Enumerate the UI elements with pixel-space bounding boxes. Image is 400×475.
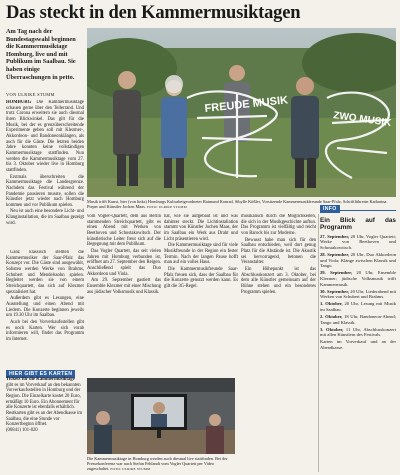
program-date: 27. September, xyxy=(320,233,350,239)
paragraph: Erstmals überschreiten die Kammermusiktage die Landesgrenze. Nachdem das Festival während der Pandemie pausieren musste, sollen die Künstler jetzt wieder nach Homburg kommen und vor Publikum spielen. xyxy=(6,174,84,208)
program-item xyxy=(320,327,396,338)
program-item xyxy=(320,289,396,300)
lead-paragraph: Am Tag nach der Bundestagswahl beginnen die Kammermusiktage Homburg, live und mit Publikum im Saalbau. Sie haben einige Überraschungen in petto. xyxy=(6,28,76,81)
sculpture-lettering-right: ZWO MUSIK xyxy=(332,110,392,130)
program-text: 20 Uhr, Ensemble Klezmer; jüdische Volksmusik trifft Kammermusik. xyxy=(320,270,396,287)
press-conference-photo xyxy=(87,378,235,454)
dateline: HOMBURG xyxy=(6,100,32,105)
program-item xyxy=(320,314,396,325)
program-footer: Karten im Vorverkauf und an der Abendkasse. xyxy=(320,339,396,350)
paragraph: Am 29. September gastiert das Ensemble Klezmer mit einer Mischung aus jüdischer Volksmusik und Klassik. xyxy=(87,278,161,295)
program-text: 18 Uhr, Bandoneon-Abend; Tango und Klassik. xyxy=(320,314,396,325)
paragraph: Die Kammermusiktage sind für viele Musikfreunde in der Region ein fester Termin. Nach der langen Pause hofft man auf ein volles Haus. xyxy=(164,243,238,266)
program-item xyxy=(320,270,396,287)
paragraph: Das Vogler Quartett, das seit vielen Jahren mit Homburg verbunden ist, eröffnet am 27. September den Reigen. Anschließend spielt das Duo Akkordeon und Viola. xyxy=(87,248,161,277)
article-column-3 xyxy=(164,214,238,374)
program-item xyxy=(320,301,396,312)
program-item xyxy=(320,252,396,269)
tickets-box-header: HIER GIBT ES KARTEN xyxy=(6,370,75,378)
program-date: 29. September, xyxy=(320,270,353,276)
program-text: 20 Uhr, Lesung mit Musik im Saalbau. xyxy=(320,301,396,312)
sculpture-lettering-left: FREUDE MUSIK xyxy=(204,94,289,115)
program-text: 11 Uhr, Abschlusskonzert mit allen Künstlern des Festivals. xyxy=(320,326,396,338)
paragraph: Bewusst habe man sich für den Saalbau entschieden, weil dort genug Platz für die Abstände ist. Die Akustik sei hervorragend, betonen die Veranstalter. xyxy=(241,237,316,266)
main-photo-image xyxy=(87,28,396,197)
article-column-1b xyxy=(6,250,84,370)
program-text: 20 Uhr, Vogler Quartett; Werke von Beethoven und Schostakowitsch. xyxy=(320,233,396,250)
paragraph: Außerdem gibt es Lesungen, eine Ausstellung und einen Abend mit Liedern. Die Konzerte beginnen jeweils um 19.30 Uhr im Saalbau. xyxy=(6,296,84,319)
caption-text: Die Kammermusiktage in Homburg werden auch diesmal live stattfinden. Bei der Pressekonferenz war auch Stefan Fehlandt vom Vogler Quartett per Video zugeschaltet. xyxy=(87,456,228,472)
program-date: 28. September, xyxy=(320,252,350,258)
caption-text: Musik trifft Kunst, hier (von links) Homburgs Kulturbeigeordneter Raimund Konrad, Sibylle Kößler, Vorsitzende Kammermusikfreunde Saar-Pfalz, Schriftführerin Katharina Pieper und Künstler Jochen Maas. xyxy=(87,199,387,210)
program-date: 2. Oktober, xyxy=(320,314,343,320)
byline: VON ULRIKE STUMM xyxy=(6,92,55,97)
paragraph: Ganz klassisch stellten die Kammermusiker der Saar-Pfalz das Konzept vor. Die Gäste sind ausgewählt, Solisten werden Werke von Brahms, Schubert und Mendelssohn spielen. Begleitet werden sie von einem Streichquartett, das sich auf Klezmer spezialisiert hat. xyxy=(6,250,84,295)
paragraph xyxy=(6,100,84,174)
info-label: INFO xyxy=(320,205,340,213)
paragraph: Auch bei den Vorverkaufsstellen gibt es noch Karten. Wer sich vorab informieren will, findet das Programm im Internet. xyxy=(6,319,84,342)
press-conference-image xyxy=(87,378,235,454)
program-date: 3. Oktober, xyxy=(320,326,344,332)
program-text: 20 Uhr, Liederabend mit Werken von Schubert und Brahms. xyxy=(320,288,396,300)
paragraph: hat, wie sie aufgebaut ist und was dahinter steckt. Die Lichtinstallation stammt von Künstler Jochen Maas, der im Saalbau ein Werk aus Draht und Licht präsentieren wird. xyxy=(164,214,238,242)
headline: Das steckt in den Kammermusiktagen xyxy=(6,3,301,23)
tickets-infobox xyxy=(6,377,84,434)
column-divider xyxy=(318,214,319,472)
program-text: 20 Uhr, Duo Akkordeon und Viola; Klänge zwischen Klassik und Tango. xyxy=(320,252,396,269)
paragraph: musikalisch durch die Möglichkeiten, die sich in der Musikgeschichte auftun. Das Programm ist vielfältig und reicht von Barock bis zur Moderne. xyxy=(241,214,316,236)
photo-credit: FOTO: ULRIKE STUMM xyxy=(146,205,187,210)
program-infobox xyxy=(320,214,396,352)
tickets-text: gibt es im Vorverkauf an den bekannten Vorverkaufsstellen in Homburg und der Region. Die Einzelkarte kostet 20 Euro, ermäßigt 10 Euro. Ein Abonnement für alle Konzerte ist ebenfalls erhältlich. Restkarten gibt es an der Abendkasse im Saalbau, die eine Stunde vor Konzertbeginn öffnet. xyxy=(6,382,83,428)
tickets-title: Tickets für die Kammermusiktage xyxy=(6,377,75,382)
program-item xyxy=(320,234,396,251)
program-date: 1. Oktober, xyxy=(320,301,343,307)
paragraph: Die Kammermusikfreunde Saar-Pfalz freuen sich, dass der Saalbau für die Konzerte genutzt werden kann. Es gilt die 3G-Regel. xyxy=(164,266,238,289)
program-title: Ein Blick auf das Programm xyxy=(320,217,396,232)
tickets-phone: (06841) 101-820 xyxy=(6,427,38,433)
article-column-4 xyxy=(241,214,316,469)
photo-credit: FOTO: ULRIKE STUMM xyxy=(110,467,151,472)
press-photo-caption xyxy=(87,456,235,473)
paragraph: vom Vogler-Quartett, dem aus Berlin stammenden Streichquartett, gibt es einen Abend mit Werken von Beethoven und Schostakowitsch. Der künstlerische Leiter freut sich auf die Begegnung mit dem Publikum. xyxy=(87,214,161,248)
program-date: 30. September, xyxy=(320,288,349,294)
paragraph: Neu ist auch eine besondere Licht- und Klanginstallation, die im Saalbau gezeigt wird. xyxy=(6,209,84,226)
paragraph: Ein Höhepunkt ist das Abschlusskonzert am 3. Oktober, bei dem alle Künstler gemeinsam auf der Bühne stehen und ein besonderes Programm spielen. xyxy=(241,266,316,295)
main-photo xyxy=(87,28,396,197)
paragraph-text: Die Kammermusiktage schauen gerne über den Tellerrand. Und trotz Corona erweitern sie auch diesmal ihren Blickwinkel. Das gilt für die Musik, bei der es grenzüberschreitende Experimente geben soll mit Klezmer-, Akkordeon- und Bandoneonklängen, als auch für die Gäste. Die letzten beiden Jahre konnten keine vollständigen Kammermusiktage stattfinden. Nun werden die Kammermusiktage vom 27. bis 3. Oktober wieder live in Homburg stattfinden. xyxy=(6,100,84,173)
main-photo-caption xyxy=(87,199,396,210)
article-column-2 xyxy=(87,214,161,374)
